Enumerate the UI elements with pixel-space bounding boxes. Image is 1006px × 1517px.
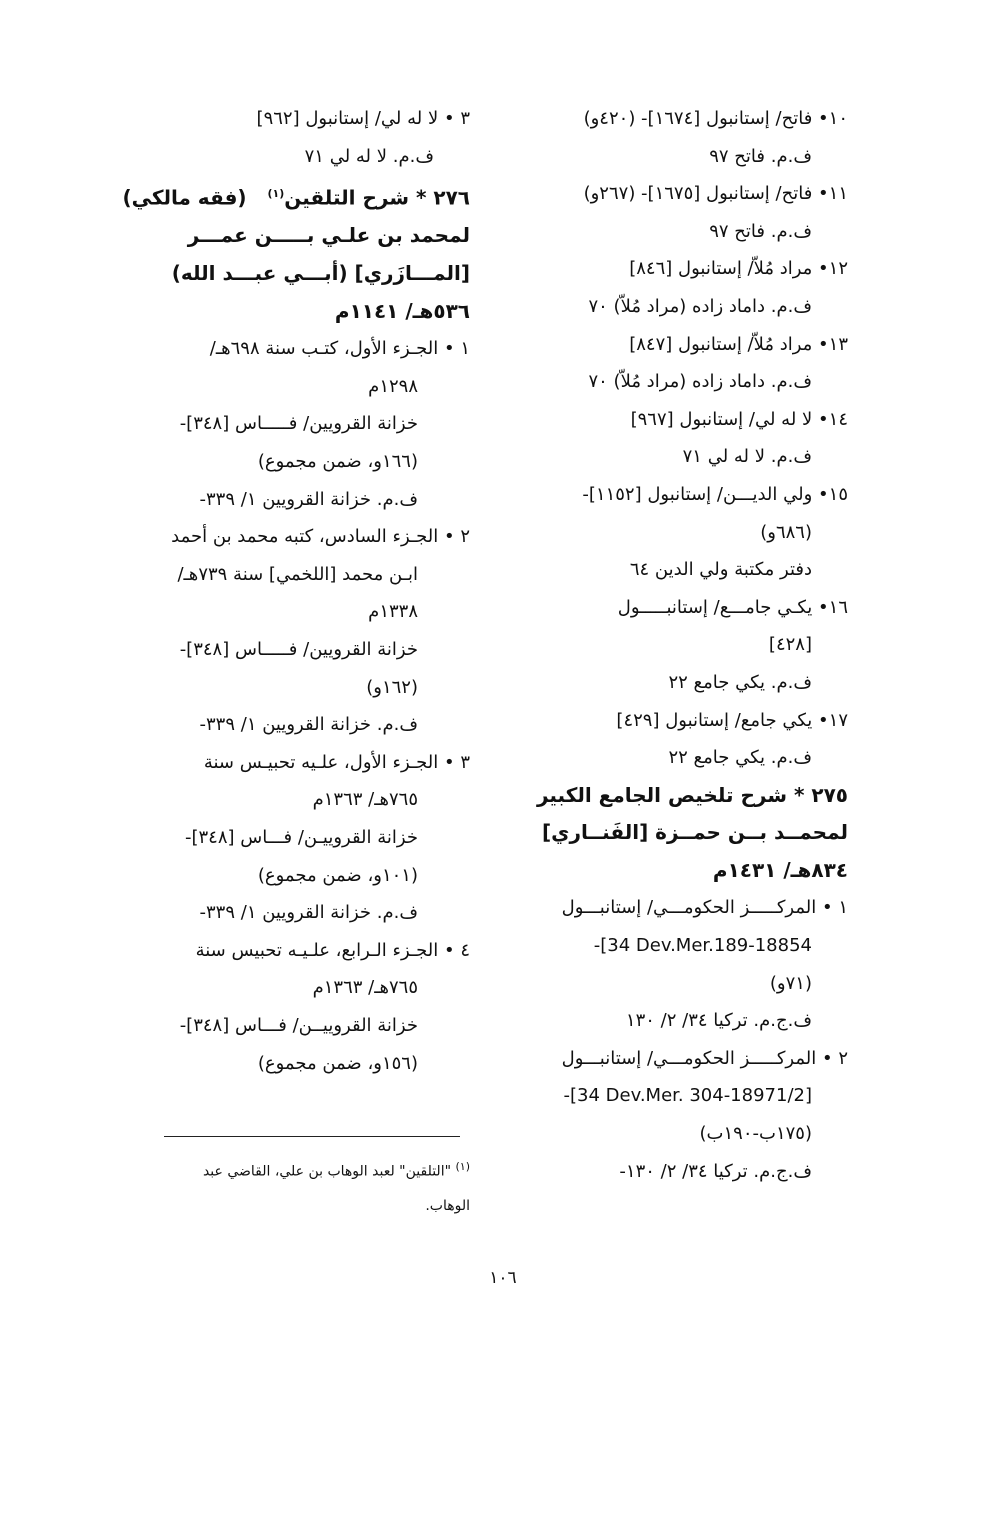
left-column-line (128, 631, 470, 669)
left-column-line (128, 100, 470, 138)
line-text: ١٥• ولي الديـــن/ إستانبول [١١٥٢]- (582, 483, 848, 505)
footnote-separator (164, 1136, 460, 1137)
right-column-line (512, 551, 848, 589)
line-text: ف.م. فاتح ٩٧ (709, 145, 812, 167)
line-text: ف.م. داماد زاده (مراد مُلاّ) ٧٠ (588, 295, 812, 317)
line-text: ١٠• فاتح/ إستانبول [١٦٧٤]- (٤٢٠و) (583, 108, 848, 129)
right-column-line (512, 852, 848, 890)
right-column-line (512, 1153, 848, 1191)
line-text: لمحمــد بــن حمــزة [الفَنــاري] (541, 820, 848, 845)
right-column-line (512, 589, 848, 627)
line-text: (٦٨٦و) (760, 521, 812, 543)
right-column-line (512, 626, 848, 664)
line-text: (٧١و) (769, 972, 812, 994)
manuscript-shelfmark: -[34 Dev.Mer. 304-18971/2] (563, 1085, 812, 1107)
line-text: ف.م. فاتح ٩٧ (709, 220, 812, 242)
line-text: [المـــازَري] (أبـــي عبـــد الله) (171, 261, 470, 286)
line-text: ١ • الجـزء الأول، كتـب سنة ٦٩٨هـ/ (209, 338, 470, 360)
line-text: ف.م. لا له لي ٧١ (304, 145, 434, 167)
line-text: خزانة القروييـن/ فـــاس [٣٤٨]- (184, 826, 418, 848)
right-column-line (512, 1077, 848, 1115)
footnote-text-1: "التلقين" لعبد الوهاب بن علي، القاضي عبد (202, 1163, 452, 1180)
line-text: خزانة القروييــن/ فـــاس [٣٤٨]- (179, 1014, 418, 1036)
line-text: (١٥٦و، ضمن مجموع) (257, 1052, 418, 1074)
line-text: ف.م. خزانة القرويين ١/ ٣٣٩- (199, 714, 418, 736)
left-column-line (128, 857, 470, 895)
right-column-line (512, 288, 848, 326)
line-text: ف.م. داماد زاده (مراد مُلاّ) ٧٠ (588, 371, 812, 393)
right-column-line (512, 1040, 848, 1078)
right-column-line (512, 175, 848, 213)
right-column-line (512, 1002, 848, 1040)
line-text: ف.ج.م. تركيا ٣٤/ ٢/ ١٣٠- (619, 1160, 812, 1182)
right-column-line (512, 326, 848, 364)
line-text: (١٦٦و، ضمن مجموع) (257, 451, 418, 472)
line-text: ٧٦٥هـ/ ١٣٦٣م (312, 789, 418, 811)
left-column-line (128, 481, 470, 519)
line-text: ف.م. خزانة القرويين ١/ ٣٣٩- (199, 488, 418, 510)
line-text: ٣ • لا له لي/ إستانبول [٩٦٢] (256, 108, 470, 129)
right-column-line (512, 363, 848, 401)
left-column-line (128, 255, 470, 293)
right-column-line (512, 213, 848, 251)
left-column (122, 100, 470, 1082)
line-text: ف.م. خزانة القرويين ١/ ٣٣٩- (199, 902, 418, 924)
line-text: ١٧• يكي جامع/ إستانبول [٤٢٩] (616, 709, 848, 731)
right-column-line (512, 401, 848, 439)
left-column-line (128, 593, 470, 631)
right-column-line (512, 664, 848, 702)
footnote-ref: (١) (267, 187, 285, 201)
footnote-line-1 (160, 1150, 470, 1189)
right-column-line (512, 777, 848, 815)
left-column-line (128, 556, 470, 594)
line-text: (١٧٥ب-١٩٠ب) (699, 1123, 812, 1145)
left-column-line (128, 744, 470, 782)
right-column-line (512, 889, 848, 927)
line-text: [٤٢٨] (768, 634, 812, 656)
line-text: ١٢٩٨م (368, 375, 418, 397)
left-column-line (128, 669, 470, 707)
right-column-line (512, 739, 848, 777)
line-text: ٨٣٤هـ/ ١٤٣١م (712, 857, 848, 882)
line-text: ١٣٣٨م (368, 601, 418, 623)
line-text: ١١• فاتح/ إستانبول [١٦٧٥]- (٢٦٧و) (583, 183, 848, 205)
line-text: ف.م. يكي جامع ٢٢ (668, 747, 812, 769)
line-text: ف.ج.م. تركيا ٣٤/ ٢/ ١٣٠ (625, 1010, 812, 1032)
left-column-line (122, 175, 470, 217)
left-column-line (128, 293, 470, 331)
right-column-line (512, 250, 848, 288)
left-column-line (128, 819, 470, 857)
right-column-line (512, 100, 848, 138)
manuscript-shelfmark: -[34 Dev.Mer.189-18854 (593, 935, 812, 957)
line-text: ٥٣٦هـ/ ١١٤١م (334, 298, 470, 323)
page-number: ١٠٦ (489, 1268, 517, 1288)
left-column-line (128, 894, 470, 932)
line-text: (١٦٢و) (366, 676, 418, 698)
left-column-line (128, 368, 470, 406)
line-text: ١٤• لا له لي/ إستانبول [٩٦٧] (630, 408, 848, 430)
left-column-line (128, 330, 470, 368)
line-text-after: (فقه مالكي) (122, 185, 268, 210)
left-column-line (128, 1007, 470, 1045)
right-column-line (512, 814, 848, 852)
line-text: ٢٧٥ * شرح تلخيص الجامع الكبير (536, 782, 848, 807)
line-text: ١٦• يكـي جامـــع/ إستانبـــــول (617, 596, 848, 618)
left-column-line (128, 518, 470, 556)
line-text: دفتر مكتبة ولي الدين ٦٤ (629, 559, 812, 581)
left-column-line (128, 138, 470, 176)
right-column (512, 100, 848, 1190)
right-column-line (512, 514, 848, 552)
right-column-line (512, 476, 848, 514)
line-text: ٢ • المركـــــز الحكومـــي/ إستانبـــول (561, 1047, 848, 1069)
footnote-line-2: الوهاب. (425, 1197, 470, 1214)
line-text: ١ • المركـــــز الحكومـــي/ إستانبـــول (561, 897, 848, 919)
left-column-line (128, 706, 470, 744)
line-text: ٧٦٥هـ/ ١٣٦٣م (312, 977, 418, 999)
line-text: ف.م. لا له لي ٧١ (682, 446, 812, 468)
left-column-line (128, 217, 470, 255)
line-text: خزانة القرويين/ فـــــاس [٣٤٨]- (179, 413, 418, 435)
left-column-line (128, 932, 470, 970)
footnote-marker: (١) (455, 1160, 470, 1173)
left-column-line (128, 443, 470, 481)
line-text: (١٠١و، ضمن مجموع) (257, 864, 418, 886)
line-text: خزانة القرويين/ فـــــاس [٣٤٨]- (179, 638, 418, 660)
right-column-line (512, 927, 848, 965)
right-column-line (512, 138, 848, 176)
line-text: لمحمد بن علـي بـــــن عمـــر (187, 223, 470, 248)
right-column-line (512, 438, 848, 476)
left-column-line (128, 405, 470, 443)
left-column-line (128, 1045, 470, 1083)
line-text: ابـن محمد [اللخمي] سنة ٧٣٩هـ/ (177, 563, 418, 585)
left-column-line (128, 969, 470, 1007)
right-column-line (512, 702, 848, 740)
line-text: ٢ • الجـزء السادس، كتبه محمد بن أحمد (171, 526, 470, 548)
footnote (160, 1150, 470, 1223)
line-text: ١٣• مراد مُلاّ/ إستانبول [٨٤٧] (629, 333, 848, 355)
line-text: ٢٧٦ * شرح التلقين (284, 185, 470, 210)
line-text: ١٢• مراد مُلاّ/ إستانبول [٨٤٦] (629, 258, 848, 280)
right-column-line (512, 1115, 848, 1153)
left-column-line (128, 781, 470, 819)
line-text: ٣ • الجـزء الأول، علـيه تحبيـس سنة (203, 751, 470, 773)
line-text: ف.م. يكي جامع ٢٢ (668, 671, 812, 693)
right-column-line (512, 965, 848, 1003)
line-text: ٤ • الجـزء الـرابع، علـيـه تحبيس سنة (195, 939, 470, 961)
